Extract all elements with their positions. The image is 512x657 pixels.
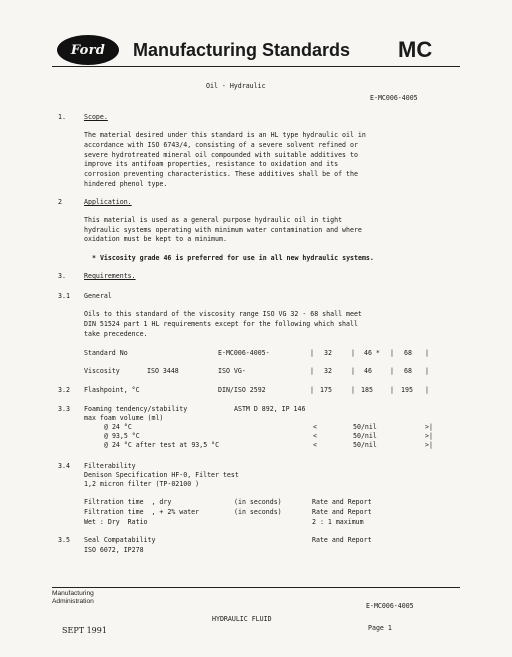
table-separator: |: [425, 386, 429, 394]
section-3-1-line: take precedence.: [84, 330, 148, 338]
section-1-line: hindered phenol type.: [84, 180, 168, 188]
flashpoint-vg46: 185: [361, 386, 373, 394]
viscosity-vg46: 46: [364, 367, 372, 375]
table-separator: |: [310, 349, 314, 357]
foaming-row-label: @ 24 °C after test at 93,5 °C: [104, 441, 220, 449]
section-3-2-number: 3.2: [58, 386, 70, 394]
logo-text: Ford: [70, 42, 106, 58]
filtration-row-label: Wet : Dry Ratio: [84, 518, 148, 526]
section-3-heading: Requirements.: [84, 272, 136, 280]
section-3-number: 3.: [58, 272, 66, 280]
section-1-line: improve its antifoam properties, resistance to oxidation and its: [84, 160, 339, 168]
table-separator: >|: [425, 423, 433, 431]
page-title: Manufacturing Standards: [133, 40, 351, 60]
section-1-line: accordance with ISO 6743/4, consisting of a severe solvent refined or: [84, 141, 358, 149]
section-3-1-line: Oils to this standard of the viscosity range ISO VG 32 - 68 shall meet: [84, 310, 362, 318]
doc-number: E-MC006-4005: [370, 94, 418, 102]
section-2-line: oxidation must be kept to a minimum.: [84, 235, 227, 243]
footer-title: HYDRAULIC FLUID: [212, 615, 272, 623]
flashpoint-label: Flashpoint, °C: [84, 386, 140, 394]
table-separator: |: [390, 367, 394, 375]
table-separator: |: [351, 349, 355, 357]
foaming-row-value: 50/nil: [353, 441, 377, 449]
flashpoint-vg68: 195: [401, 386, 413, 394]
section-3-3-number: 3.3: [58, 405, 70, 413]
foaming-row-label: @ 24 °C: [104, 423, 132, 431]
standard-no-vg46: 46 *: [364, 349, 380, 357]
filtration-row-unit: (in seconds): [234, 498, 282, 506]
section-2-line: This material is used as a general purpose hydraulic oil in tight: [84, 216, 343, 224]
viscosity-vg32: 32: [324, 367, 332, 375]
table-separator: |: [351, 386, 355, 394]
foaming-label: Foaming tendency/stability: [84, 405, 188, 413]
viscosity-ref: ISO VG-: [218, 367, 246, 375]
section-1-line: corrosion preventing characteristics. These additives shall be of the: [84, 170, 358, 178]
flashpoint-ref: DIN/ISO 2592: [218, 386, 266, 394]
table-separator: |: [310, 386, 314, 394]
standard-code: MC: [398, 37, 433, 62]
table-separator: |: [425, 367, 429, 375]
header-rule: [52, 66, 460, 67]
footer-doc-number: E-MC006-4005: [366, 602, 414, 610]
doc-subtitle: Oil - Hydraulic: [206, 82, 266, 90]
foaming-sub: max foam volume (ml): [84, 414, 164, 422]
footer-page: Page 1: [368, 624, 392, 632]
foaming-row-lt: <: [313, 441, 317, 449]
filtration-row-label: Filtration time , dry: [84, 498, 172, 506]
section-1-line: The material desired under this standard is an HL type hydraulic oil in: [84, 131, 366, 139]
table-separator: |: [425, 349, 429, 357]
filterability-line: Denison Specification HF-0, Filter test: [84, 471, 239, 479]
filterability-label: Filterability: [84, 462, 136, 470]
flashpoint-vg32: 175: [320, 386, 332, 394]
foaming-method: ASTM D 892, IP 146: [234, 405, 306, 413]
ford-logo: [57, 35, 119, 65]
table-separator: >|: [425, 432, 433, 440]
standard-no-ref: E-MC006-4005-: [218, 349, 270, 357]
seal-value: Rate and Report: [312, 536, 372, 544]
standard-no-vg32: 32: [324, 349, 332, 357]
section-1-line: severe hydrotreated mineral oil compounded with suitable additives to: [84, 151, 358, 159]
footer-rule: [52, 587, 460, 588]
seal-label: Seal Compatability: [84, 536, 156, 544]
table-separator: |: [310, 367, 314, 375]
viscosity-label: Viscosity: [84, 367, 120, 375]
section-1-heading: Scope.: [84, 113, 108, 121]
section-2-note: * Viscosity grade 46 is preferred for use in all new hydraulic systems.: [92, 254, 374, 262]
foaming-row-lt: <: [313, 423, 317, 431]
viscosity-method: ISO 3448: [147, 367, 179, 375]
footer-org-line2: Administration: [52, 598, 94, 605]
table-separator: |: [390, 349, 394, 357]
foaming-row-label: @ 93,5 °C: [104, 432, 140, 440]
standard-no-vg68: 68: [404, 349, 412, 357]
section-2-number: 2: [58, 198, 62, 206]
footer-date: SEPT 1991: [62, 626, 107, 635]
seal-sub: ISO 6072, IP278: [84, 546, 144, 554]
section-3-4-number: 3.4: [58, 462, 70, 470]
section-3-1-number: 3.1: [58, 292, 70, 300]
section-1-number: 1.: [58, 113, 66, 121]
foaming-row-lt: <: [313, 432, 317, 440]
filtration-row-value: Rate and Report: [312, 498, 372, 506]
section-3-5-number: 3.5: [58, 536, 70, 544]
filtration-row-value: 2 : 1 maximum: [312, 518, 364, 526]
section-3-1-heading: General: [84, 292, 112, 300]
section-3-1-line: DIN 51524 part 1 HL requirements except for the following which shall: [84, 320, 358, 328]
table-separator: |: [390, 386, 394, 394]
table-separator: >|: [425, 441, 433, 449]
filterability-line: 1,2 micron filter (TP-02100 ): [84, 480, 200, 488]
foaming-row-value: 50/nil: [353, 432, 377, 440]
viscosity-vg68: 68: [404, 367, 412, 375]
section-2-line: hydraulic systems operating with minimum water contamination and where: [84, 226, 362, 234]
filtration-row-label: Filtration time , + 2% water: [84, 508, 200, 516]
table-separator: |: [351, 367, 355, 375]
filtration-row-value: Rate and Report: [312, 508, 372, 516]
filtration-row-unit: (in seconds): [234, 508, 282, 516]
section-2-heading: Application.: [84, 198, 132, 206]
standard-no-label: Standard No: [84, 349, 128, 357]
footer-org-line1: Manufacturing: [52, 590, 94, 597]
foaming-row-value: 50/nil: [353, 423, 377, 431]
